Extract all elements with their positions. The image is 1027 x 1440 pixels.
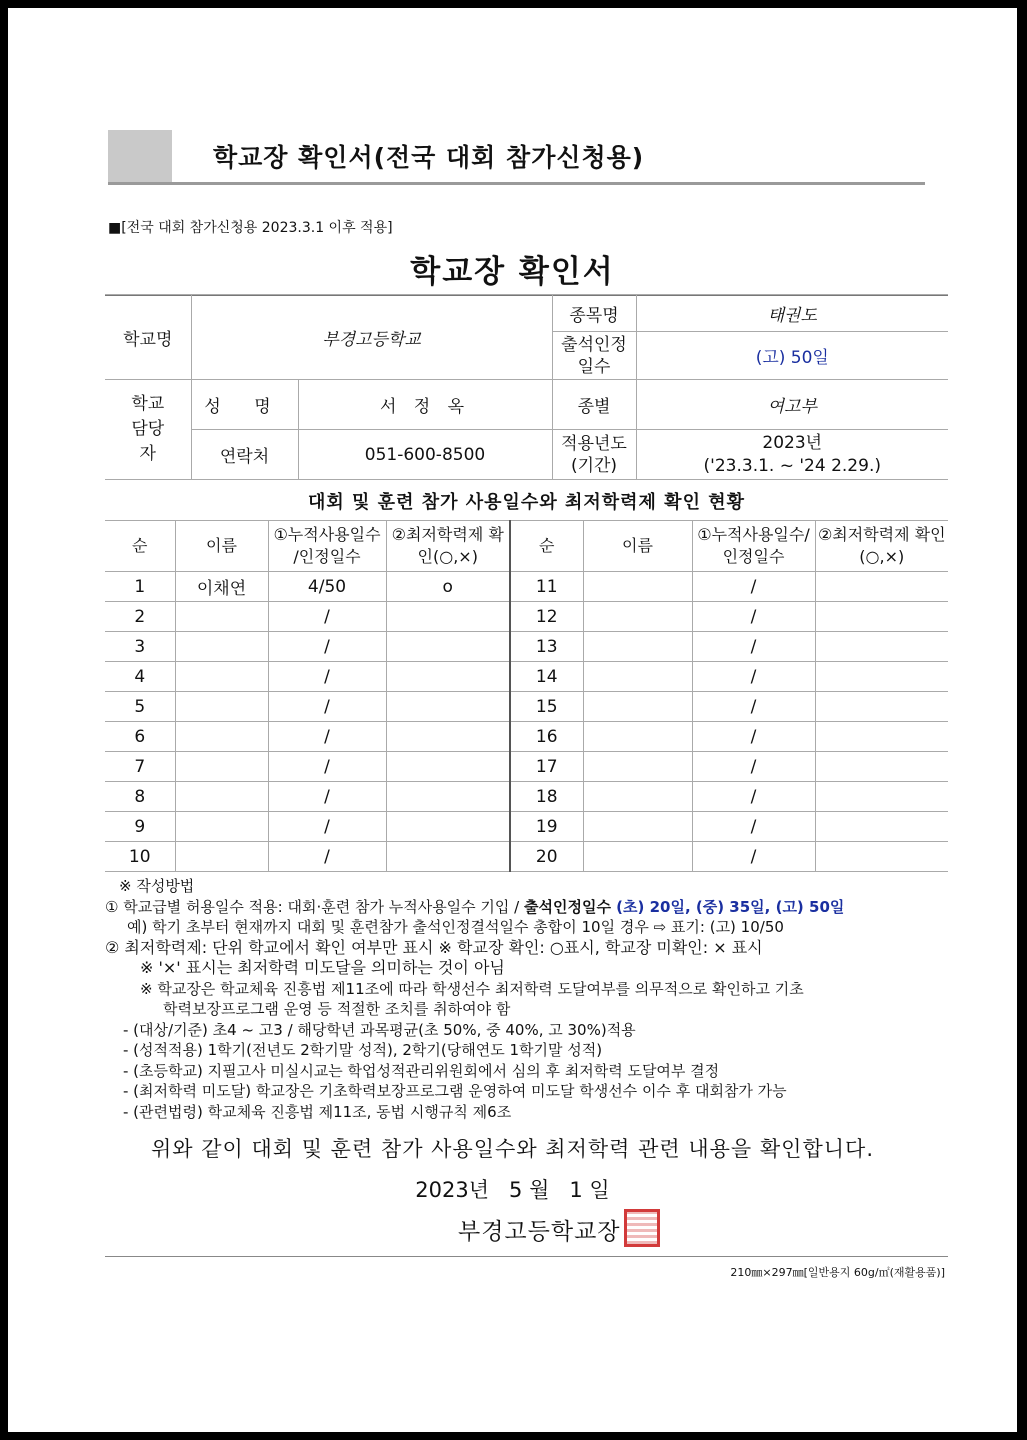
row-check [386,632,510,662]
table-row [105,662,948,692]
row-check-right [815,662,948,692]
school-seal-stamp [624,1209,660,1247]
footer-rule [105,1256,948,1257]
row-check-right [815,812,948,842]
row-name [175,782,268,812]
row-days-right: / [692,722,815,752]
detail-5: - (관련법령) 학교체육 진흥법 제11조, 동법 시행규칙 제6조 [123,1102,512,1121]
section-title: 대회 및 훈련 참가 사용일수와 최저학력제 확인 현황 [307,492,745,513]
col-header-no: 순 [105,521,175,572]
event-label: 종목명 [552,295,636,332]
row-no-right: 20 [510,842,583,872]
notes-heading: ※ 작성방법 [119,877,195,895]
date-line: 2023년 5 월 1 일 [415,1178,610,1202]
event-value: 태권도 [636,295,948,332]
roster-header-row [105,521,948,572]
col-header-days: ①누적사용일수 /인정일수 [268,521,386,572]
row-days: / [268,752,386,782]
row-no-right: 18 [510,782,583,812]
row-days-right: / [692,782,815,812]
row-name-right [583,632,692,662]
row-check-right [815,722,948,752]
detail-3: - (초등학교) 지필고사 미실시교는 학업성적관리위원회에서 심의 후 최저학력 도달여부 결정 [123,1061,720,1080]
row-check-right [815,752,948,782]
row-check [386,722,510,752]
attendance-label: 출석인정일수 [552,332,636,380]
table-row [105,632,948,662]
table-row [105,572,948,602]
row-check [386,782,510,812]
instructions [105,876,955,1122]
row-name: 이채연 [175,572,268,602]
row-no-right: 19 [510,812,583,842]
table-row [105,752,948,782]
row-check [386,812,510,842]
row-name [175,662,268,692]
row-check-right [815,632,948,662]
note-1-limits: (초) 20일, (중) 35일, (고) 50일 [616,897,845,916]
row-days: / [268,602,386,632]
row-check-right [815,782,948,812]
row-days: / [268,632,386,662]
detail-2: - (성적적용) 1학기(전년도 2학기말 성적), 2학기(당해연도 1학기말 성적) [123,1041,603,1059]
note-1-example: 예) 학기 초부터 현재까지 대회 및 훈련참가 출석인정결석일수 총합이 10일 경우 ⇨ 표기: (고) 10/50 [127,918,784,936]
year-value: 2023년 [762,432,823,453]
row-check-right [815,602,948,632]
row-no: 5 [105,692,175,722]
row-days: / [268,722,386,752]
col-header-name: 이름 [175,521,268,572]
row-days: / [268,662,386,692]
row-check-right [815,692,948,722]
row-no: 8 [105,782,175,812]
row-name [175,812,268,842]
row-no-right: 14 [510,662,583,692]
name-value: 서 정 옥 [298,380,552,430]
row-name [175,842,268,872]
row-name-right [583,692,692,722]
note-1-bold: 출석인정일수 [524,897,617,916]
col-header-no-right: 순 [510,521,583,572]
year-cell [636,430,948,480]
row-days-right: / [692,572,815,602]
name-label: 성 명 [191,380,298,430]
row-days-right: / [692,602,815,632]
row-no: 2 [105,602,175,632]
table-row [105,782,948,812]
contact-value: 051-600-8500 [298,430,552,480]
confirmation-text: 위와 같이 대회 및 훈련 참가 사용일수와 최저학력 관련 내용을 확인합니다. [150,1137,874,1161]
row-check: o [386,572,510,602]
table-row [105,722,948,752]
row-name-right [583,782,692,812]
row-check-right [815,842,948,872]
note-2-sub1: ※ '×' 표시는 최저학력 미도달을 의미하는 것이 아님 [140,958,505,977]
col-header-check: ②최저학력제 확인(○,×) [386,521,510,572]
info-table [105,294,948,480]
row-no: 9 [105,812,175,842]
header-title: 학교장 확인서(전국 대회 참가신청용) [213,143,645,172]
school-value: 부경고등학교 [191,295,552,380]
col-header-days-right: ①누적사용일수/ 인정일수 [692,521,815,572]
row-no: 1 [105,572,175,602]
row-name [175,602,268,632]
row-no-right: 13 [510,632,583,662]
row-no: 7 [105,752,175,782]
period-value: ('23.3.1. ~ '24 2.29.) [703,455,881,476]
roster-table [105,520,948,872]
category-value: 여고부 [636,380,948,430]
row-no: 6 [105,722,175,752]
row-check [386,692,510,722]
header-gray-box [108,130,172,183]
row-name [175,722,268,752]
row-name-right [583,842,692,872]
col-header-check-right: ②최저학력제 확인(○,×) [815,521,948,572]
row-no-right: 17 [510,752,583,782]
row-no: 4 [105,662,175,692]
row-days-right: / [692,842,815,872]
note-2: ② 최저학력제: 단위 학교에서 확인 여부만 표시 ※ 학교장 확인: ○표시, 학교장 미확인: × 표시 [105,937,763,957]
contact-label: 연락처 [191,430,298,480]
row-days: / [268,842,386,872]
table-row [105,842,948,872]
row-name-right [583,812,692,842]
header-rule [108,182,925,185]
note-1-text: ① 학교급별 허용일수 적용: 대회·훈련 참가 누적사용일수 기입 / [105,897,524,916]
row-days-right: / [692,752,815,782]
table-row [105,602,948,632]
applicability-note: ■[전국 대회 참가신청용 2023.3.1 이후 적용] [108,220,393,236]
principal-signature: 부경고등학교장 [458,1219,621,1245]
row-check-right [815,572,948,602]
row-no-right: 11 [510,572,583,602]
staff-label: 학교 담당자 [105,380,191,480]
row-no-right: 16 [510,722,583,752]
row-days: / [268,692,386,722]
row-days-right: / [692,632,815,662]
row-check [386,752,510,782]
category-label: 종별 [552,380,636,430]
row-name [175,632,268,662]
table-row [105,812,948,842]
table-row [105,692,948,722]
row-days-right: / [692,662,815,692]
row-name [175,752,268,782]
row-no: 10 [105,842,175,872]
school-label: 학교명 [105,295,191,380]
col-header-name-right: 이름 [583,521,692,572]
note-1 [105,897,955,918]
note-2-sub2b: 학력보장프로그램 운영 등 적절한 조치를 취하여야 함 [163,1000,511,1018]
row-days-right: / [692,692,815,722]
year-label: 적용년도 (기간) [552,430,636,480]
row-name [175,692,268,722]
paper-spec-footer: 210㎜×297㎜[일반용지 60g/㎡(재활용품)] [730,1266,945,1279]
detail-1: - (대상/기준) 초4 ~ 고3 / 해당학년 과목평균(초 50%, 중 40%, 고 30%)적용 [123,1020,636,1039]
attendance-value: (고) 50일 [636,332,948,380]
detail-4: - (최저학력 미도달) 학교장은 기초학력보장프로그램 운영하여 미도달 학생선수 이수 후 대회참가 가능 [123,1082,787,1100]
row-name-right [583,752,692,782]
row-name-right [583,722,692,752]
row-no-right: 15 [510,692,583,722]
row-name-right [583,602,692,632]
row-check [386,602,510,632]
note-2-sub2a: ※ 학교장은 학교체육 진흥법 제11조에 따라 학생선수 최저학력 도달여부를 의무적으로 확인하고 기초 [140,979,804,998]
row-days-right: / [692,812,815,842]
document-page [8,8,1017,1432]
row-name-right [583,572,692,602]
row-no-right: 12 [510,602,583,632]
row-name-right [583,662,692,692]
row-days: / [268,812,386,842]
row-check [386,662,510,692]
row-no: 3 [105,632,175,662]
row-check [386,842,510,872]
main-title: 학교장 확인서 [410,254,615,290]
row-days: / [268,782,386,812]
row-days: 4/50 [268,572,386,602]
